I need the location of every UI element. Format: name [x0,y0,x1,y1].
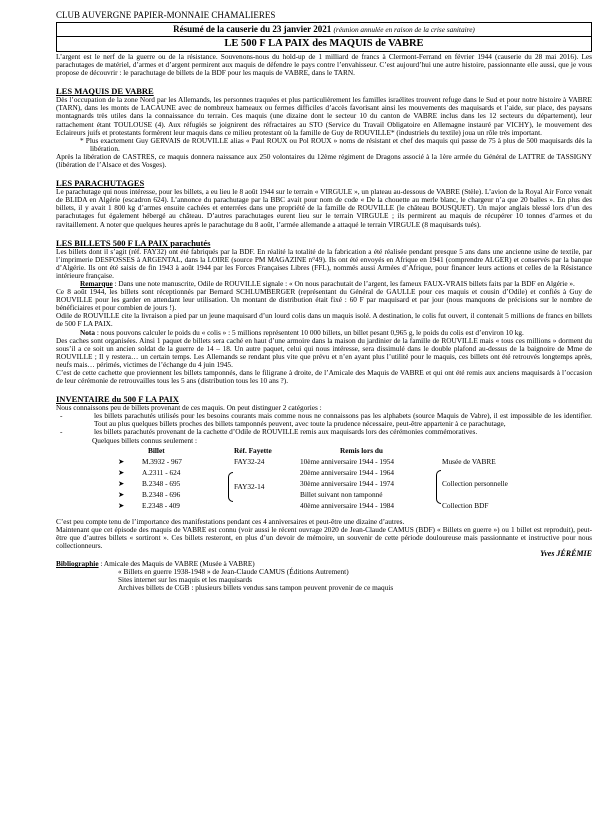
maquis-footnote: * Plus exactement Guy GERVAIS de ROUVILLE alias « Paul ROUX ou Pol ROUX » noms de résistant et chef des maquis qui passe de 75 à plus de 500 maquisards dès la libération. [80,135,592,153]
row-marker: ➤ [118,478,125,488]
intro-paragraph: L’argent est le nerf de la guerre ou de la résistance. Souvenons-nous du hold-up de 1 milliard de francs à Clermont-Ferrand en février 1944 (causerie du 28 mai 2016). Les parachutages de matériel, d’armes et d’argent permirent aux maquis de défendre le pays contre l’envahisseur. C’est aujourd’hui une autre histoire, passionnante elle aussi, que je vous propose de découvrir : le parachutage de billets de la BDF pour les maquis de VABRE, dans le TARN. [56,52,592,78]
inventaire-end-1: C’est peu compte tenu de l’importance des manifestations pendant ces 4 anniversaires et peut-être une dizaine d’autres. [56,516,405,526]
biblio-item: Sites internet sur les maquis et les maquisards [118,575,252,585]
remis-text: 10ème anniversaire 1944 - 1954 [300,456,395,466]
header-main-title: LE 500 F LA PAIX des MAQUIS de VABRE [224,38,424,49]
inventaire-bullet-1: - les billets parachutés utilisés pour les besoins courants mais comme nous ne connaissons pas les alphabets (source Maquis de Vabre), il est impossible de les identifier. Tout au plus quelques billets proches des billets tamponnés peuvent, avec toute la prudence nécessaire, peut-être appartenir à ce parachutage, [56,412,592,428]
remarque-text: : Dans une note manuscrite, Odile de ROUVILLE signale : « On nous parachutait de l’argent, les fameux FAUX-VRAIS billets faits par la BDF en Algérie ». [112,278,575,288]
owner-label: Musée de VABRE [442,456,496,466]
row-marker: ➤ [118,500,125,510]
section-title-maquis: LES MAQUIS DE VABRE [56,86,154,97]
header-box [56,22,592,52]
billet-number: E.2348 - 409 [142,500,180,510]
signature: Yves JÉRÉMIE [540,549,592,559]
nota-label: Nota [80,327,95,337]
remis-text: 30ème anniversaire 1944 - 1974 [300,478,395,488]
ref-fayette-2: FAY32-14 [234,481,265,491]
inventaire-bullet-2: - les billets parachutés provenant de la cachette d’Odile de ROUVILLE remis aux maquisards lors des cérémonies commémoratives. [56,428,592,436]
header-note: (réunion annulée en raison de la crise sanitaire) [333,25,475,34]
inventory-table [56,446,592,546]
owner-label: Collection personnelle [442,478,508,488]
ref-fayette-1: FAY32-24 [234,456,265,466]
header-title: Résumé de la causerie du 23 janvier 2021 [173,24,332,34]
row-marker: ➤ [118,456,125,466]
col-header-remis: Remis lors du [340,445,383,455]
remarque-label: Remarque [80,278,113,288]
billet-number: B.2348 - 696 [142,489,181,499]
known-bills-label: Quelques billets connus seulement : [92,435,197,445]
owner-label: Collection BDF [442,500,489,510]
section-title-parachutages: LES PARACHUTAGES [56,178,145,189]
nota-text: : nous pouvons calculer le poids du « colis » : 5 millions représentent 10 000 billets, un billet pesant 0,965 g, le poids du colis est d’environ 10 kg. [95,327,524,337]
maquis-paragraph-2: Après la libération de CASTRES, ce maquis donnera naissance aux 250 volontaires du 12ème régiment de Dragons associé à la 1ère armée du Général de LATTRE de TASSIGNY (libération de l’Alsace et des Vosges). [56,151,592,170]
billets-paragraph-1: Les billets dont il s’agit (réf. FAY32) ont été fabriqués par la BDF. En réalité la totalité de la fabrication a été réalisée pendant presque 5 ans dans une ancienne usine de textile, par l’imprimerie DESFOSSES à ARGENTAL, dans la LOIRE (source PM MAGAZINE n°49). Ils ont été envoyés en Afrique en 1941 (comprendre ALGER) et conservés par la banque d’Algérie. Ils ont été saisis de fin 1943 à août 1944 par les Forces Françaises Libres (FFL), nommés aussi Armées d’Afrique, pour financer leurs actions et celles de la Résistance intérieure française. [56,246,592,280]
row-marker: ➤ [118,489,125,499]
billets-paragraph-3: Odile de ROUVILLE cite la livraison a pied par un jeune maquisard d’un lourd colis dans un maquis isolé. A destination, le colis fut ouvert, il contenait 5 millions de francs en billets de 500 F LA PAIX. [56,311,592,329]
biblio-item: : Amicale des Maquis de VABRE (Musée à VABRE) [100,559,255,569]
remis-text: 40ème anniversaire 1944 - 1984 [300,500,395,510]
billets-paragraph-4: Des caches sont organisées. Ainsi 1 paquet de billets sera caché en haut d’une armoire dans la maison du jardinier de la famille de ROUVILLE mais « tous ces millions » dorment du sous’il a ce soit un ancien soldat de la guerre de 14 – 18. Un autre paquet, celui qui nous intéresse, sera dissimulé dans le double plafond au-dessus de la baignoire de Mme de ROUVILLE ; Il y restera… un certain temps. Les Allemands se rendant plus vite que prévu et n’en ayant plus l’utilité pour le maquis, ces billets ont été retrouvés longtemps après, neufs mais… périmés, victimes de l’échange du 4 juin 1945. [56,335,592,369]
section-title-inventaire: INVENTAIRE du 500 F LA PAIX [56,394,179,405]
document-page [56,10,592,593]
billet-number: B.2348 - 695 [142,478,181,488]
billets-paragraph-5: C’est de cette cachette que proviennent les billets tamponnés, dans le filigrane à droite, de l’Amicale des Maquis de VABRE et qui ont été remis aux anciens maquisards à l’occasion de leur cérémonie de retrouvailles tous les 5 ans (distribution tous les 10 ans ?). [56,368,592,386]
inventaire-end-2: Maintenant que cet épisode des maquis de VABRE est connu (voir aussi le récent ouvrage 2020 de Jean-Claude CAMUS (BDF) « Billets en guerre ») ou 1 billet est reproduit), peut-être que d’autres billets « sortiront ». Ces billets resteront, en plus d’un devoir de mémoire, un souvenir de cette période douloureuse mais passionnante et instructive pour nous collectionneurs. [56,524,592,550]
remis-text: Billet suivant non tamponné [300,489,383,499]
brace-left [228,472,233,502]
billet-number: A.2311 - 624 [142,467,181,477]
billet-number: M.3932 - 967 [142,456,182,466]
remis-text: 20ème anniversaire 1944 - 1964 [300,467,395,477]
biblio-label: Bibliographie [56,559,99,569]
inventaire-intro: Nous connaissons peu de billets provenant de ces maquis. On peut distinguer 2 catégories : [56,403,322,413]
biblio-item: « Billets en guerre 1938-1948 » de Jean-Claude CAMUS (Éditions Autrement) [118,567,349,577]
col-header-ref: Réf. Fayette [234,445,272,455]
section-title-billets: LES BILLETS 500 F LA PAIX parachutés [56,237,211,248]
row-marker: ➤ [118,467,125,477]
header-line1 [57,23,591,37]
billets-paragraph-2: Ce 8 août 1944, les billets sont réceptionnés par Bernard SCHLUMBERGER (représentant du Général de GAULLE pour ces maquis et cousin d’Odile) et confiés à Guy de ROUVILLE pour les garder en attendant leur utilisation. Un montant de distribution était fixé : 60 F par maquisard et par jour (nous manquons de précisions sur le nombre de bénéficiaires et pour combien de jours !). [56,287,592,313]
maquis-paragraph-1: Dès l’occupation de la zone Nord par les Allemands, les personnes traquées et plus particulièrement les familles israélites trouvent refuge dans le Sud et pour notre histoire à VABRE (TARN), dans les monts de LACAUNE avec de nombreux hameaux ou fermes difficiles d’accès favorisant ainsi les mouvements des maquisards et l’aide, sur place, des paysans montagnards très utiles dans la connaissance du terrain. Ces maquis (une dizaine dont le secteur 10 du canton de VABRE inclus dans les 12 secteurs du département), leur rattachement étant TOULOUSE (4). Aux réfugiés se joignirent des réfractaires au STO (Service du Travail Obligatoire en Allemagne instauré par VICHY), le mouvement des Eclaireurs juifs et protestants formèrent leur maquis dans ce milieu protestant où la famille de Guy de ROUVILLE* (industriels du textile) joua un rôle très important. [56,95,592,137]
brace-owners [436,470,441,504]
col-header-billet: Billet [148,445,165,455]
bibliography [56,560,592,592]
parachutages-paragraph: Le parachutage qui nous intéresse, pour les billets, a eu lieu le 8 août 1944 sur le terrain « VIRGULE », un plateau au-dessous de VABRE (Stèle). L’avion de la Royal Air Force venait de BLIDA en Algérie (escadron 624). L’annonce du parachutage par la BBC avait pour nom de code « De la chouette au merle blanc, le chargeur n’a que 20 balles ». En plus des billets, il y avait 1 800 kg d’armes ensuite cachées et enterrées dans une propriété de la famille de ROUVILLE (le château BOUSQUET). Un major anglais blessé lors d’un des parachutages fut également hébergé au château. D’autres parachutages eurent lieu sur le terrain VIRGULE ; ils permirent au maquis de récupérer 10 tonnes d’armes et du ravitaillement. A noter que quelques heures après le parachutage du 8 août, l’armée allemande a attaqué le terrain VIRGULE (8 maquisards tués). [56,187,592,229]
club-name: CLUB AUVERGNE PAPIER-MONNAIE CHAMALIERES [56,10,276,20]
biblio-item: Archives billets de CGB : plusieurs billets vendus sans tampon peuvent provenir de ce maquis [118,583,394,593]
